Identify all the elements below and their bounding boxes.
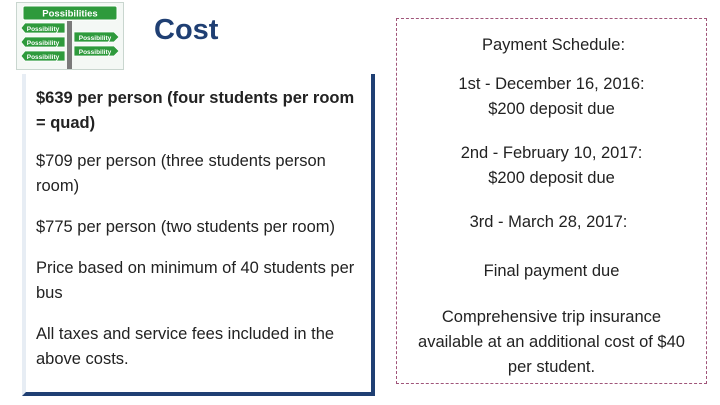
payment-2-date: 2nd - February 10, 2017:: [460, 144, 643, 162]
payment-schedule-panel: [396, 18, 707, 384]
price-triple: $709 per person (three students person room): [36, 152, 326, 195]
price-double: $775 per person (two students per room): [36, 218, 335, 236]
logo-sign-2: Possibility: [78, 35, 112, 42]
final-payment-note: Final payment due: [483, 262, 620, 280]
insurance-note: Comprehensive trip insurance available at an additional cost of $40 per student.: [418, 308, 685, 376]
taxes-note: All taxes and service fees included in the above costs.: [36, 325, 335, 368]
possibilities-logo: [16, 2, 124, 70]
price-list-panel: [22, 74, 375, 396]
page-title: Cost: [154, 14, 219, 46]
logo-sign-5: Possibility: [26, 54, 60, 61]
logo-sign-3: Possibility: [26, 40, 60, 47]
payment-1-date: 1st - December 16, 2016:: [458, 75, 645, 93]
logo-sign-4: Possibility: [78, 49, 112, 56]
payment-1-amount: $200 deposit due: [488, 100, 615, 118]
logo-header: Possibilities: [42, 8, 98, 20]
payment-schedule-heading: Payment Schedule:: [481, 36, 626, 54]
logo-sign-1: Possibility: [26, 26, 60, 33]
signpost-icon: [17, 3, 123, 69]
payment-2-amount: $200 deposit due: [488, 169, 615, 187]
payment-3-date: 3rd - March 28, 2017:: [469, 213, 628, 231]
price-minimum-note: Price based on minimum of 40 students per bus: [36, 259, 355, 302]
price-quad: $639 per person (four students per room = quad): [36, 89, 355, 132]
